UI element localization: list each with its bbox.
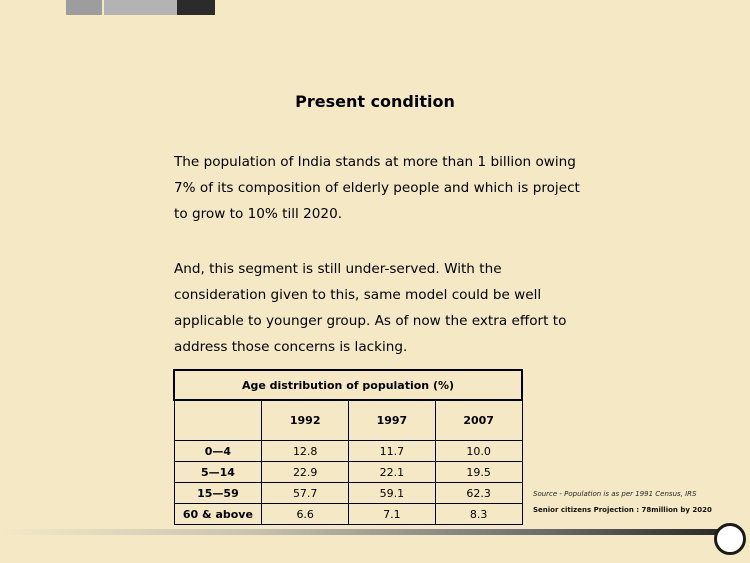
header-bar-2 (104, 0, 177, 15)
header-cell-2007: 2007 (435, 400, 522, 441)
cell-value: 10.0 (435, 441, 522, 462)
cell-value: 8.3 (435, 504, 522, 525)
table-row (174, 504, 522, 525)
cell-value: 57.7 (262, 483, 349, 504)
header-decoration (66, 0, 215, 15)
table-caption: Age distribution of population (%) (174, 370, 522, 400)
header-bar-3 (177, 0, 215, 15)
paragraph-population: The population of India stands at more than 1 billion owing 7% of its composition of elderly people and which is project to grow to 10% till 2020. (174, 154, 580, 222)
source-note: Source - Population is as per 1991 Census, IRS (533, 490, 697, 498)
age-distribution-table (173, 369, 523, 525)
slide-title: Present condition (295, 92, 455, 111)
paragraph-under-served: And, this segment is still under-served. With the consideration given to this, same model could be well applicable to younger group. As of now the extra effort to address those concerns is lacking. (174, 261, 567, 355)
cell-value: 11.7 (349, 441, 436, 462)
header-cell-1997: 1997 (349, 400, 436, 441)
projection-note: Senior citizens Projection : 78million by 2020 (533, 506, 712, 514)
cell-value: 59.1 (349, 483, 436, 504)
table-header-row (174, 400, 522, 441)
header-cell-1992: 1992 (262, 400, 349, 441)
cell-value: 7.1 (349, 504, 436, 525)
cell-value: 6.6 (262, 504, 349, 525)
slide-circle-icon (714, 523, 746, 555)
table-row (174, 462, 522, 483)
row-label: 60 & above (174, 504, 262, 525)
header-bar-1 (66, 0, 102, 15)
row-label: 0—4 (174, 441, 262, 462)
cell-value: 12.8 (262, 441, 349, 462)
cell-value: 62.3 (435, 483, 522, 504)
row-label: 5—14 (174, 462, 262, 483)
header-cell-empty (174, 400, 262, 441)
cell-value: 19.5 (435, 462, 522, 483)
row-label: 15—59 (174, 483, 262, 504)
table-row (174, 483, 522, 504)
cell-value: 22.1 (349, 462, 436, 483)
cell-value: 22.9 (262, 462, 349, 483)
table-row (174, 441, 522, 462)
footer-line (0, 529, 720, 535)
